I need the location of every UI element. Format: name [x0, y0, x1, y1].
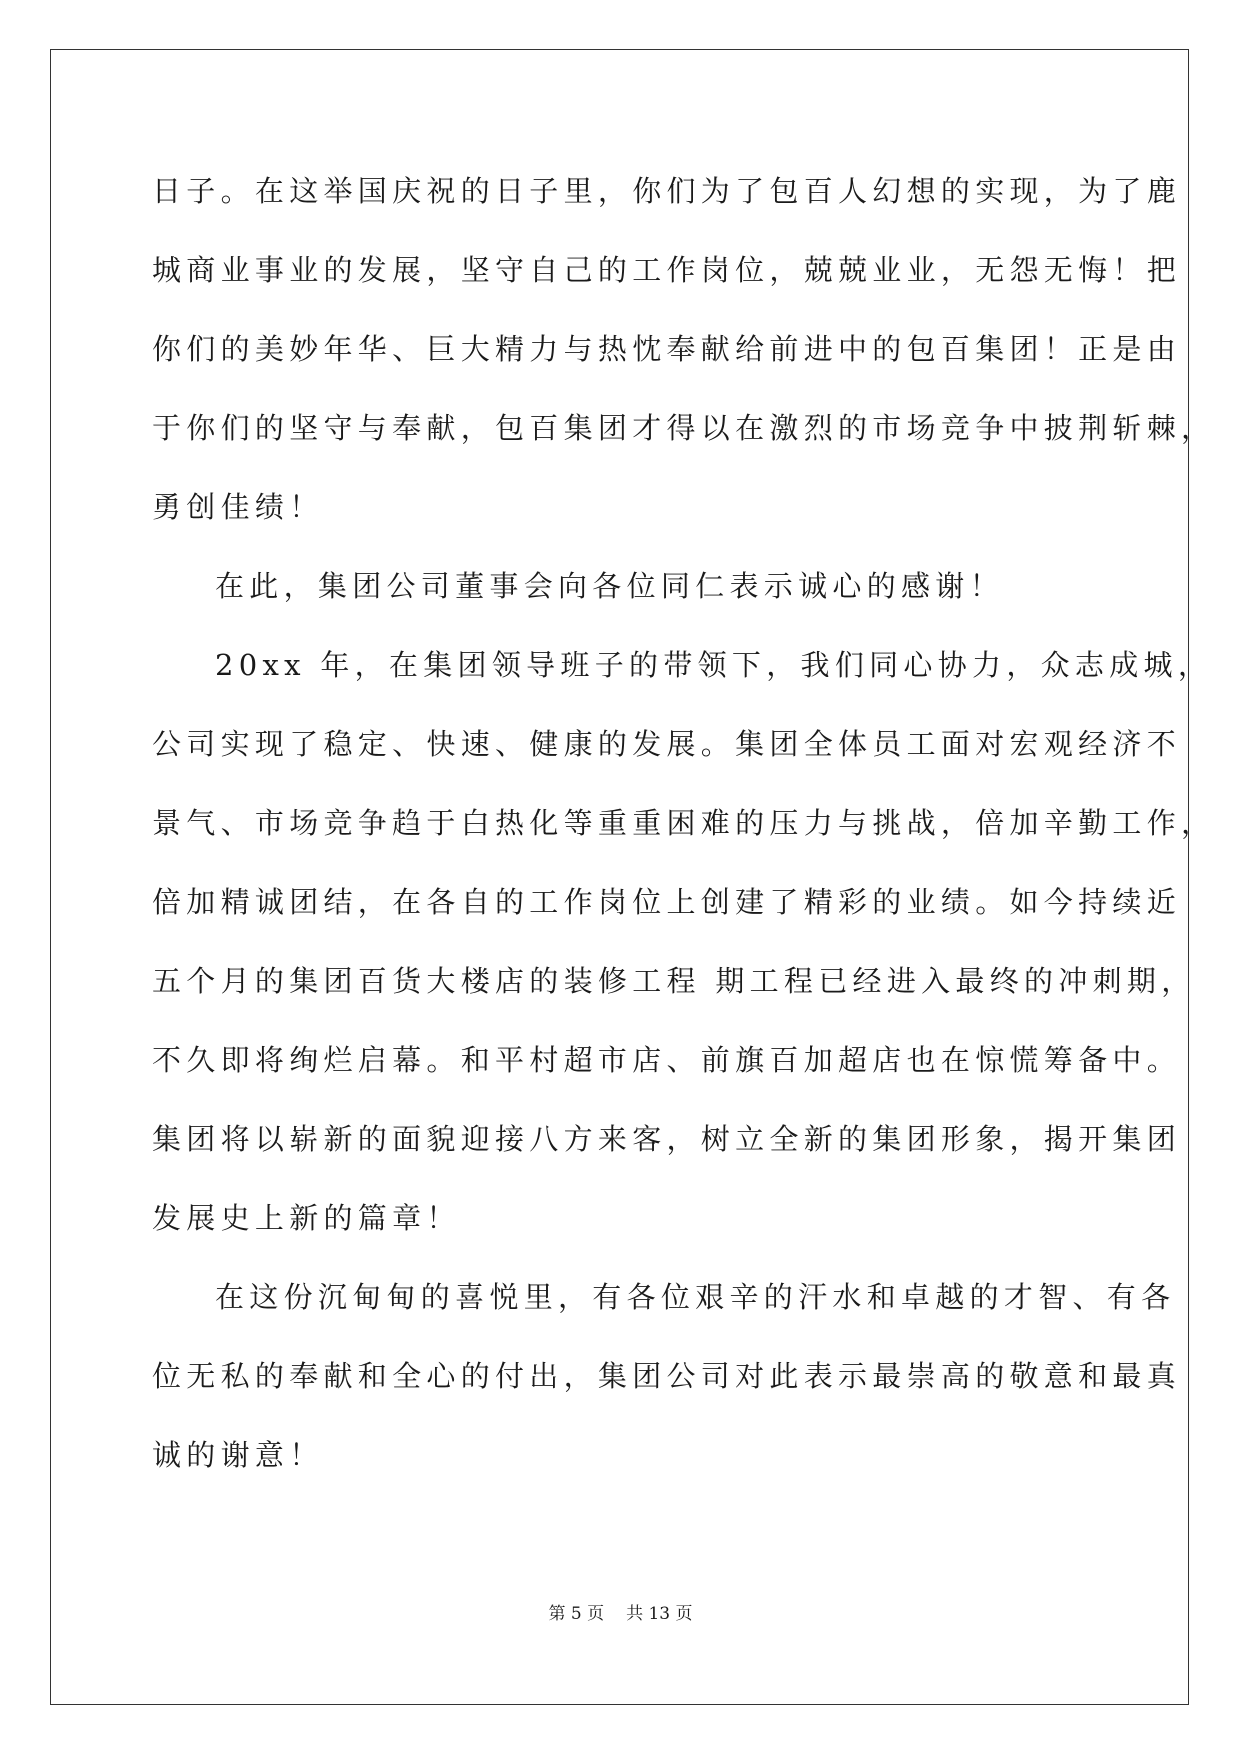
text-line: 于你们的坚守与奉献，包百集团才得以在激烈的市场竞争中披荆斩棘，	[152, 411, 1216, 445]
text-line: 位无私的奉献和全心的付出，集团公司对此表示最崇高的敬意和最真	[152, 1359, 1182, 1393]
text-line: 公司实现了稳定、快速、健康的发展。集团全体员工面对宏观经济不	[152, 727, 1182, 761]
text-line: 发展史上新的篇章！	[152, 1201, 461, 1235]
text-line: 城商业事业的发展，坚守自己的工作岗位，兢兢业业，无怨无悔！把	[152, 253, 1182, 287]
page-total: 共 13 页	[626, 1604, 693, 1624]
document-body	[152, 164, 1216, 1507]
text-line: 在这份沉甸甸的喜悦里，有各位艰辛的汗水和卓越的才智、有各	[215, 1280, 1176, 1314]
text-line: 不久即将绚烂启幕。和平村超市店、前旗百加超店也在惊慌筹备中。	[152, 1043, 1182, 1077]
text-line: 景气、市场竞争趋于白热化等重重困难的压力与挑战，倍加辛勤工作，	[152, 806, 1216, 840]
text-line: 在此，集团公司董事会向各位同仁表示诚心的感谢！	[215, 569, 1004, 603]
text-line: 勇创佳绩！	[152, 490, 324, 524]
page-number: 第 5 页	[548, 1604, 605, 1624]
text-line: 诚的谢意！	[152, 1438, 324, 1472]
text-line: 20xx 年，在集团领导班子的带领下，我们同心协力，众志成城，	[215, 648, 1213, 682]
text-line: 日子。在这举国庆祝的日子里，你们为了包百人幻想的实现，为了鹿	[152, 174, 1182, 208]
page-footer	[0, 1599, 1241, 1624]
text-line: 集团将以崭新的面貌迎接八方来客，树立全新的集团形象，揭开集团	[152, 1122, 1182, 1156]
text-line: 五个月的集团百货大楼店的装修工程 期工程已经进入最终的冲刺期，	[152, 964, 1196, 998]
text-line: 你们的美妙年华、巨大精力与热忱奉献给前进中的包百集团！正是由	[152, 332, 1182, 366]
text-line: 倍加精诚团结，在各自的工作岗位上创建了精彩的业绩。如今持续近	[152, 885, 1182, 919]
